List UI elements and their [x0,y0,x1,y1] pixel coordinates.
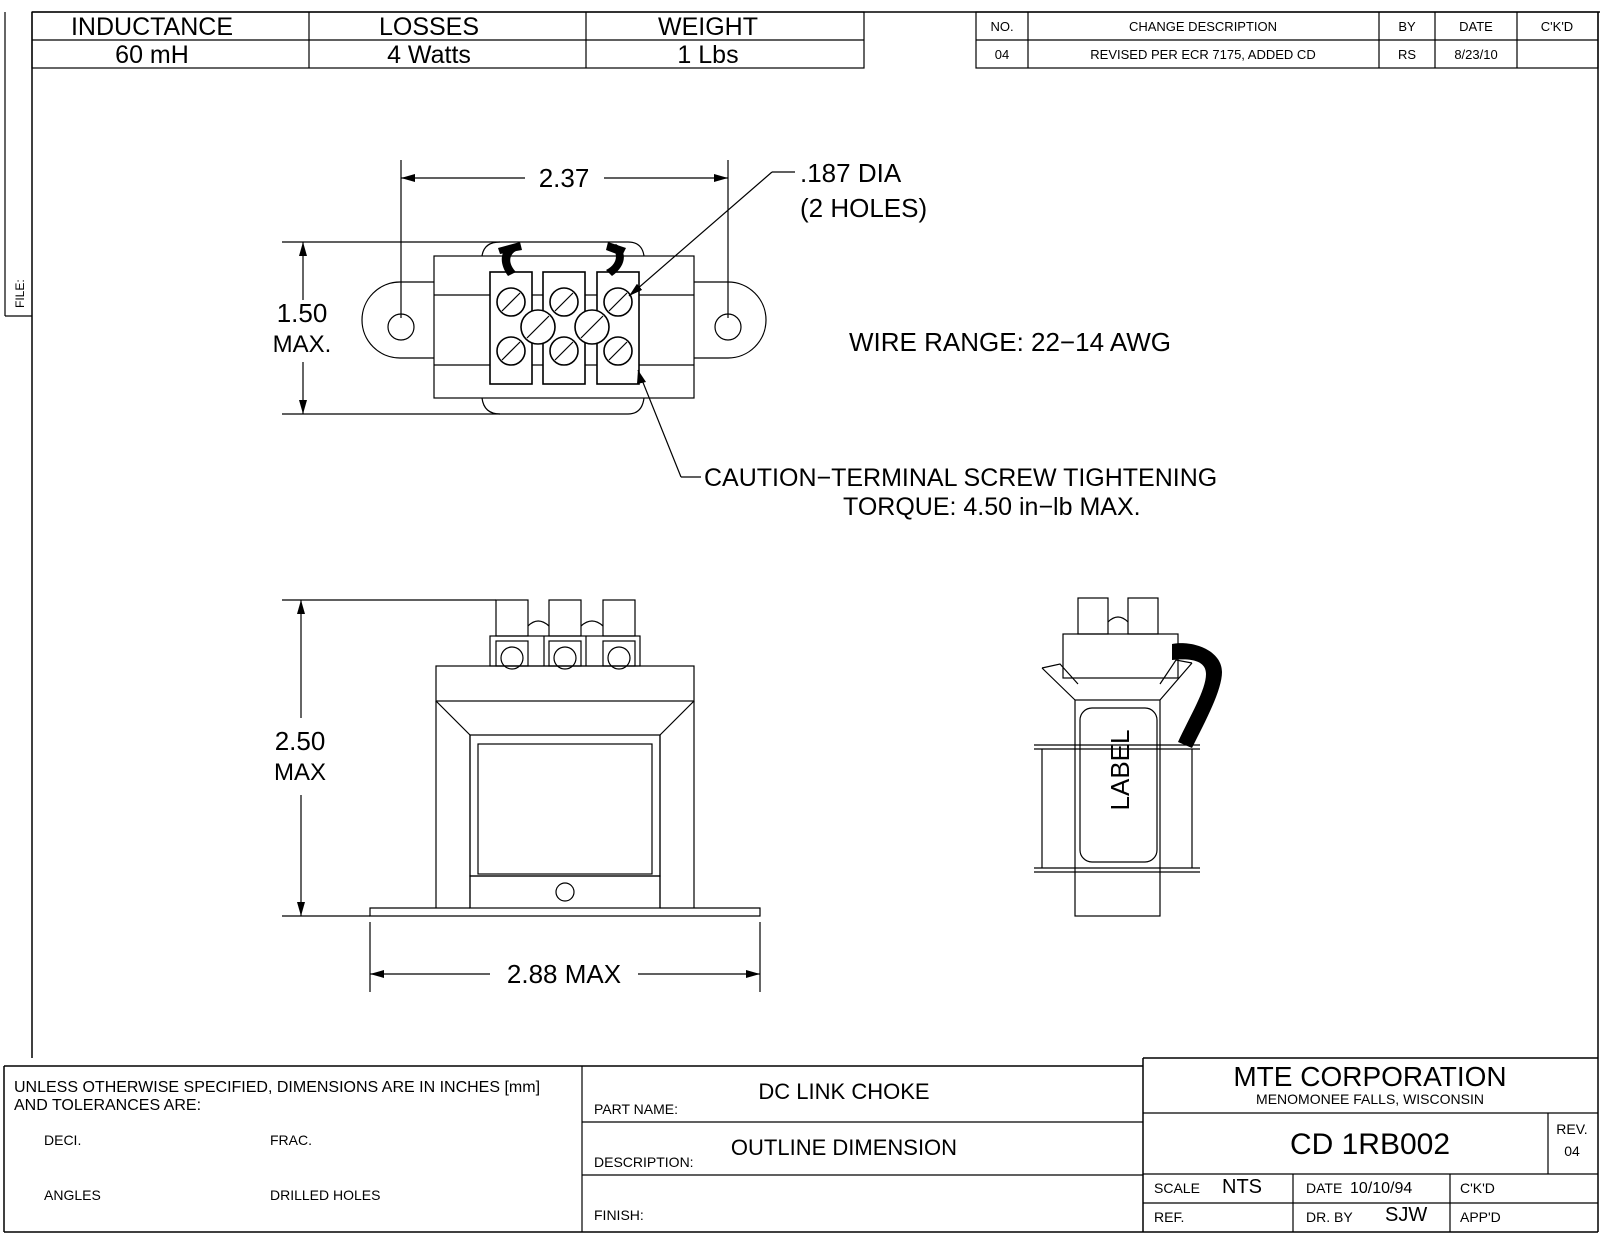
spec-header-inductance: INDUCTANCE [70,13,234,41]
rev-header-no: NO. [990,19,1014,34]
rev-row-by: RS [1397,47,1417,62]
tolerance-note-line2: AND TOLERANCES ARE: [14,1097,202,1114]
revision-table [976,12,1598,68]
ref-label: REF. [1154,1209,1185,1225]
rev-label: REV. [1556,1121,1588,1137]
file-tab [5,12,32,316]
appd-label: APP'D [1460,1209,1501,1225]
top-view [273,158,1218,521]
rev-header-by: BY [1398,19,1416,34]
top-height-dim-max: MAX. [272,331,332,358]
drawing-number: CD 1RB002 [1289,1128,1451,1161]
deci-label: DECI. [44,1132,82,1148]
side-view [1034,598,1222,916]
tolerance-note-line1: UNLESS OTHERWISE SPECIFIED, DIMENSIONS ARE IN INCHES [mm] [14,1079,541,1096]
part-name-label: PART NAME: [594,1101,679,1117]
scale-value: NTS [1222,1176,1262,1198]
finish-label: FINISH: [594,1207,644,1223]
wire-range-note: WIRE RANGE: 22−14 AWG [849,327,1171,357]
hole-note-dia: .187 DIA [800,158,902,188]
spec-value-losses: 4 Watts [387,41,471,69]
spec-header-weight: WEIGHT [658,13,758,41]
spec-table [32,12,864,69]
caution-note-line2: TORQUE: 4.50 in−lb MAX. [843,493,1141,521]
company-name: MTE CORPORATION [1233,1061,1507,1092]
description-label: DESCRIPTION: [594,1154,694,1170]
front-height-dim-max: MAX [273,759,327,786]
rev-header-date: DATE [1459,19,1493,34]
front-height-dim: 2.50 [274,726,326,756]
rev-row-date: 8/23/10 [1454,47,1498,62]
description: OUTLINE DIMENSION [730,1135,958,1160]
part-name: DC LINK CHOKE [758,1079,930,1104]
hole-note-count: (2 HOLES) [800,193,928,223]
scale-label: SCALE [1154,1180,1200,1196]
rev-header-ckd: C'K'D [1540,19,1574,34]
drby-label: DR. BY [1306,1209,1353,1225]
rev-row-no: 04 [994,47,1010,62]
rev-header-desc: CHANGE DESCRIPTION [1128,19,1278,34]
date-label: DATE [1306,1180,1343,1196]
angles-label: ANGLES [44,1187,101,1203]
rev-value: 04 [1564,1143,1580,1159]
drilled-holes-label: DRILLED HOLES [270,1187,381,1203]
company-location: MENOMONEE FALLS, WISCONSIN [1256,1091,1484,1107]
file-label: FILE: [13,279,27,308]
date-value: 10/10/94 [1350,1180,1413,1197]
front-view [274,600,760,992]
spec-value-weight: 1 Lbs [677,41,739,69]
top-height-dim: 1.50 [276,298,328,328]
title-block [4,1058,1598,1232]
front-mount-hole [556,883,574,901]
top-width-dim: 2.37 [538,163,590,193]
ckd-label: C'K'D [1460,1180,1495,1196]
spec-value-inductance: 60 mH [115,41,189,69]
drby-value: SJW [1385,1204,1428,1226]
rev-row-desc: REVISED PER ECR 7175, ADDED CD [1090,47,1316,62]
caution-note-line1: CAUTION−TERMINAL SCREW TIGHTENING [704,464,1218,492]
frac-label: FRAC. [270,1132,312,1148]
side-label-text: LABEL [1105,729,1135,811]
spec-header-losses: LOSSES [378,13,480,41]
front-width-dim: 2.88 MAX [506,959,622,989]
